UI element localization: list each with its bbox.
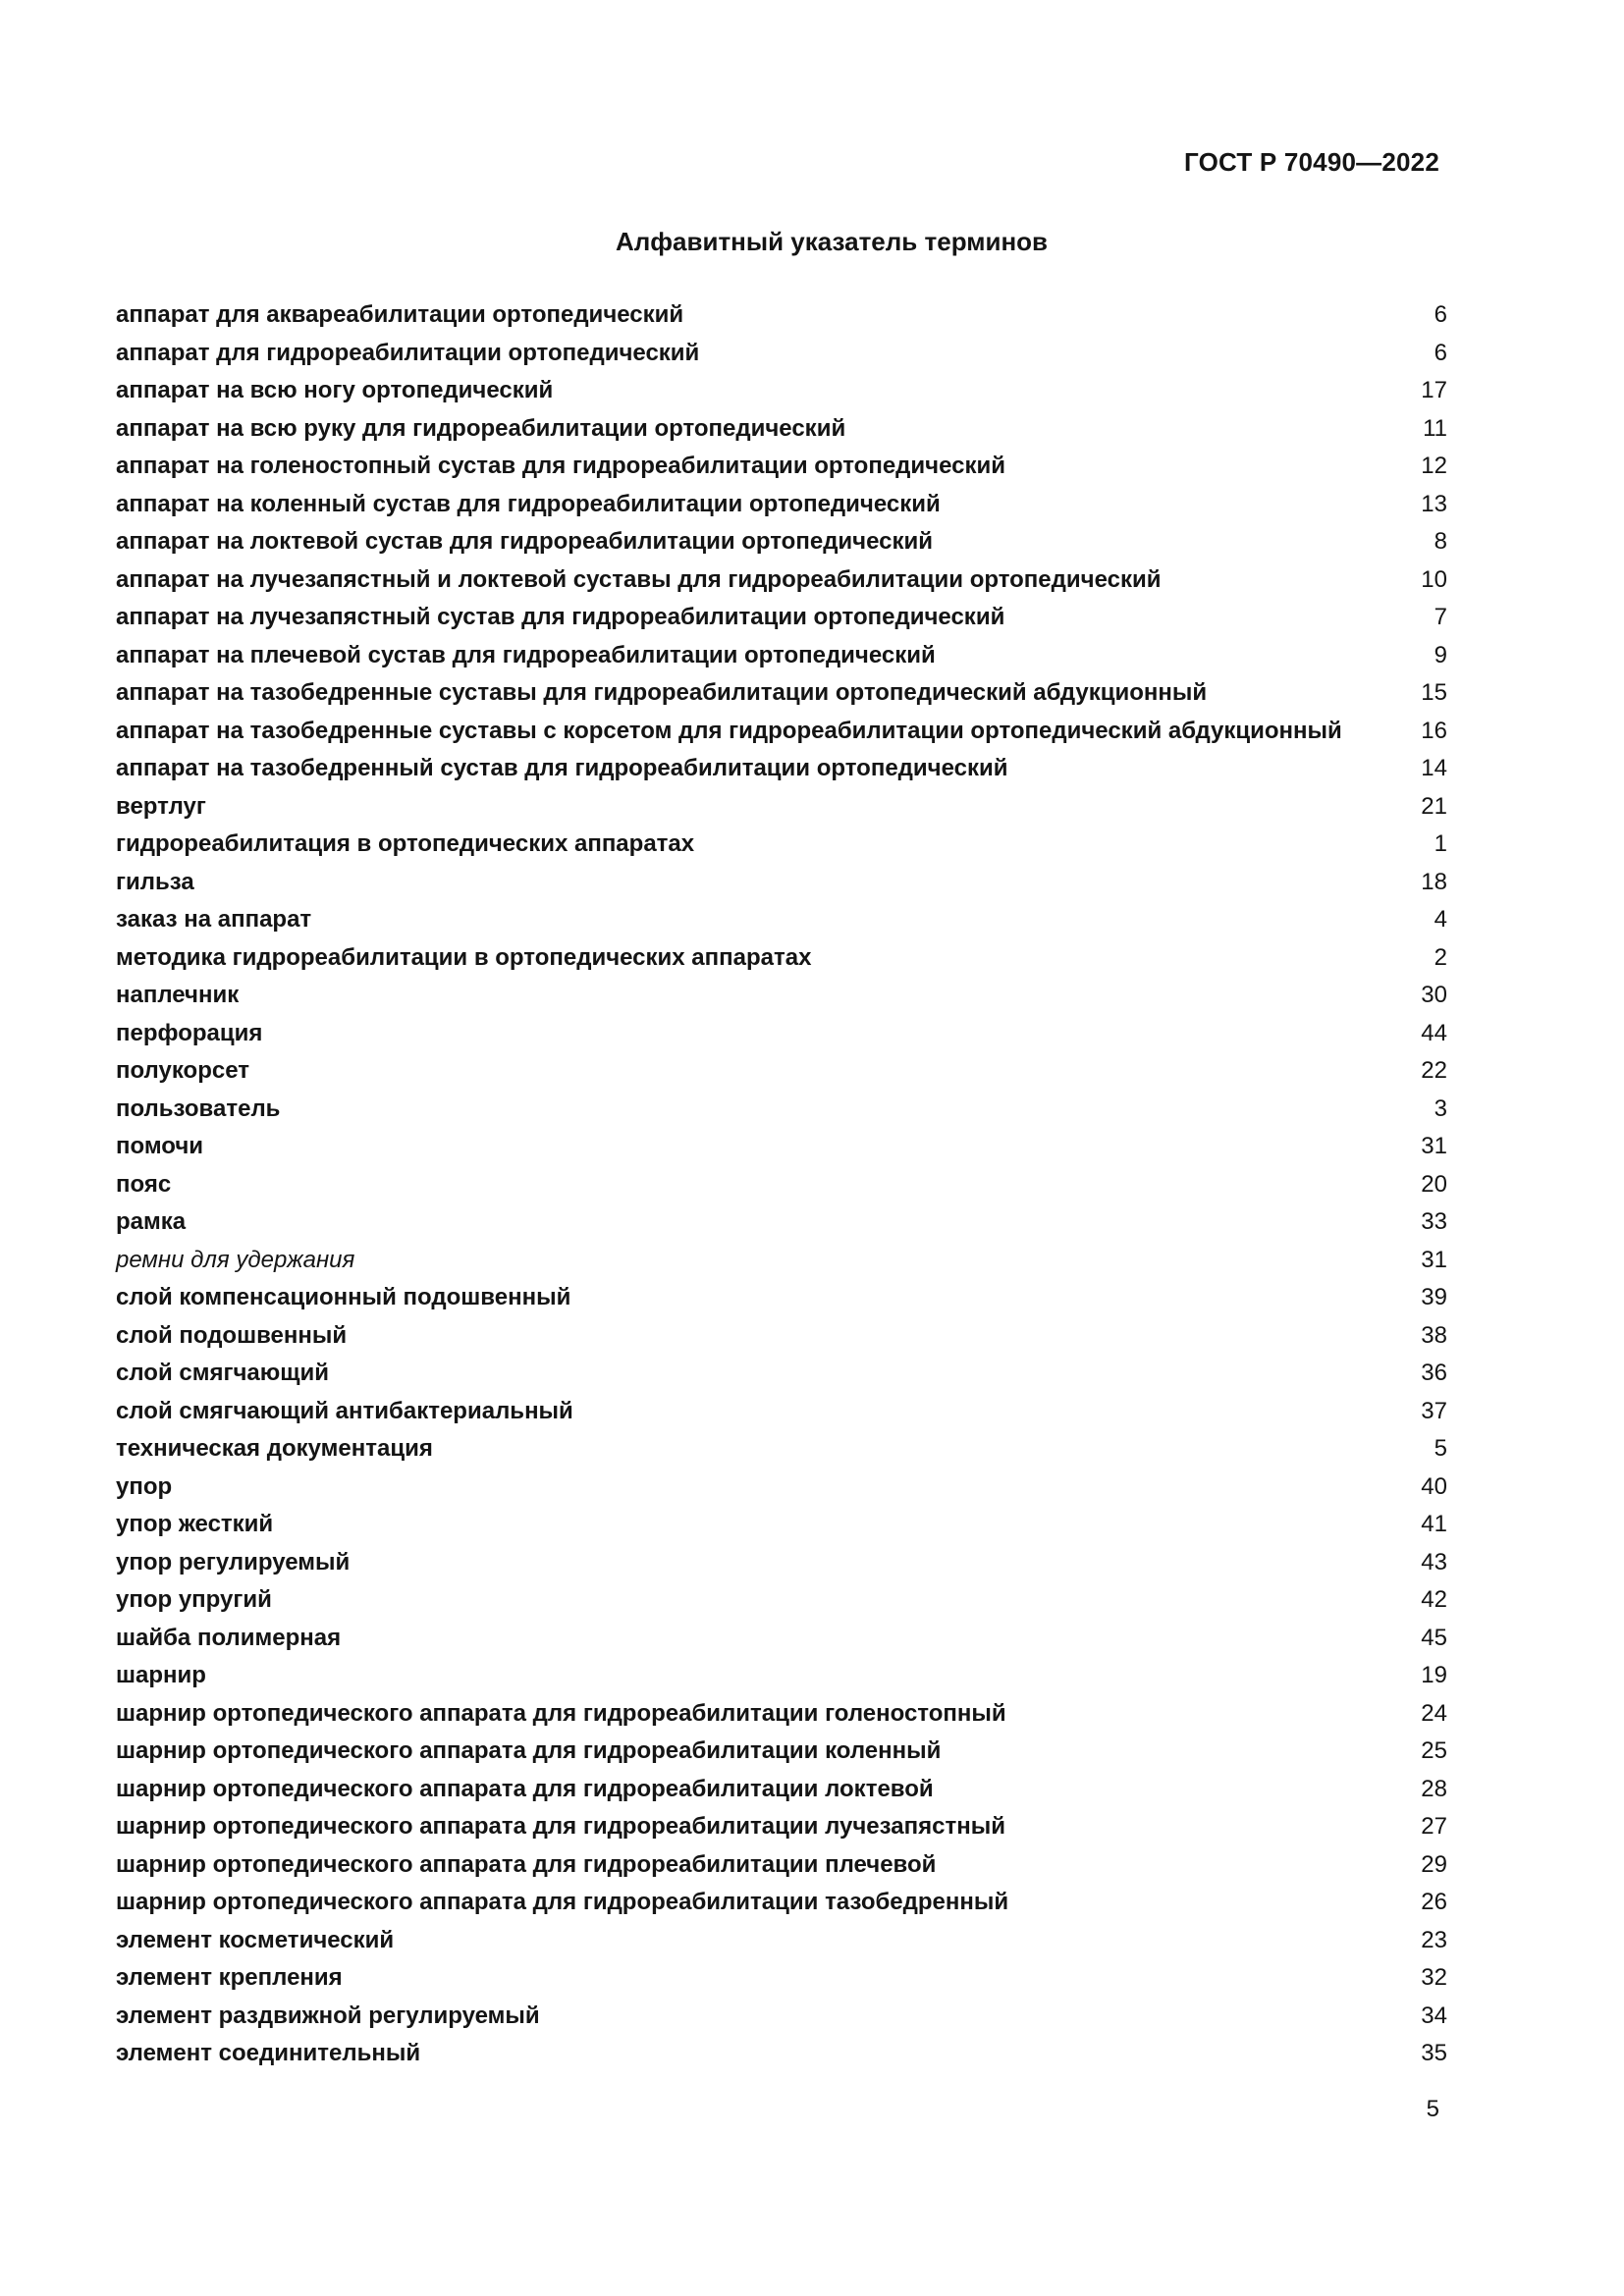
index-term: упор [116,1472,173,1500]
index-term: шарнир [116,1662,206,1689]
term-number: 14 [1421,755,1447,782]
index-term: шарнир ортопедического аппарата для гидрореабилитации коленный [116,1737,942,1765]
index-entry [116,1959,1447,1998]
term-number: 11 [1423,414,1447,442]
index-term: шарнир ортопедического аппарата для гидрореабилитации тазобедренный [116,1889,1009,1916]
index-entry [116,1922,1447,1960]
term-number: 10 [1421,565,1447,593]
term-number: 21 [1421,792,1447,820]
index-term: аппарат на тазобедренные суставы для гидрореабилитации ортопедический абдукционный [116,679,1208,707]
index-term: слой смягчающий [116,1360,329,1387]
term-number: 15 [1421,679,1447,707]
index-entry [116,1430,1447,1468]
term-number: 18 [1421,868,1447,895]
index-entry [116,1620,1447,1658]
term-number: 1 [1434,830,1447,858]
term-number: 36 [1421,1360,1447,1387]
term-number: 30 [1421,982,1447,1009]
index-term: элемент косметический [116,1926,395,1953]
index-term: элемент крепления [116,1964,343,1992]
term-number: 31 [1421,1133,1447,1160]
index-entry [116,1166,1447,1204]
index-entry [116,1052,1447,1091]
index-term: слой компенсационный подошвенный [116,1284,571,1311]
term-number: 37 [1421,1397,1447,1424]
term-number: 26 [1421,1889,1447,1916]
term-number: 43 [1421,1548,1447,1575]
index-entry [116,1279,1447,1317]
term-number: 23 [1421,1926,1447,1953]
term-number: 39 [1421,1284,1447,1311]
index-entry [116,826,1447,864]
term-number: 25 [1421,1737,1447,1765]
index-entry [116,637,1447,675]
index-term: аппарат для гидрореабилитации ортопедический [116,339,700,366]
index-entry [116,750,1447,788]
term-number: 6 [1434,301,1447,329]
term-number: 41 [1421,1511,1447,1538]
index-term: аппарат на всю руку для гидрореабилитации ортопедический [116,414,846,442]
term-number: 3 [1434,1095,1447,1122]
index-entry [116,410,1447,449]
term-number: 29 [1421,1850,1447,1878]
index-entry [116,296,1447,335]
term-number: 2 [1434,943,1447,971]
index-entry [116,1998,1447,2036]
index-term: аппарат на локтевой сустав для гидрореабилитации ортопедический [116,528,934,556]
index-term: аппарат на лучезапястный сустав для гидрореабилитации ортопедический [116,604,1005,631]
index-entry [116,486,1447,524]
index-term: шайба полимерная [116,1624,342,1651]
index-entry [116,1015,1447,1053]
term-number: 6 [1434,339,1447,366]
term-index-list [116,296,1447,2073]
term-number: 45 [1421,1624,1447,1651]
index-entry [116,1695,1447,1734]
index-entry [116,1355,1447,1393]
index-entry [116,1846,1447,1885]
term-number: 13 [1421,490,1447,517]
index-term: аппарат на всю ногу ортопедический [116,377,554,404]
index-term: аппарат на плечевой сустав для гидрореабилитации ортопедический [116,641,936,668]
term-number: 19 [1421,1662,1447,1689]
index-entry [116,1581,1447,1620]
term-number: 31 [1421,1246,1447,1273]
term-number: 17 [1421,377,1447,404]
index-entry [116,901,1447,939]
index-term: элемент соединительный [116,2040,421,2067]
term-number: 22 [1421,1057,1447,1085]
index-term: рамка [116,1208,187,1236]
index-term: шарнир ортопедического аппарата для гидрореабилитации плечевой [116,1850,937,1878]
index-entry [116,1733,1447,1771]
index-term: слой подошвенный [116,1321,348,1349]
index-entry [116,788,1447,827]
index-term: шарнир ортопедического аппарата для гидрореабилитации локтевой [116,1775,934,1802]
index-entry [116,1091,1447,1129]
page-number: 5 [1426,2096,1439,2122]
term-number: 7 [1434,604,1447,631]
index-term: ремни для удержания [116,1246,355,1273]
term-number: 42 [1421,1586,1447,1614]
term-number: 12 [1421,453,1447,480]
index-term: аппарат на голеностопный сустав для гидрореабилитации ортопедический [116,453,1005,480]
index-entry [116,713,1447,751]
index-entry [116,1808,1447,1846]
index-term: аппарат на тазобедренный сустав для гидрореабилитации ортопедический [116,755,1008,782]
index-entry [116,1771,1447,1809]
term-number: 38 [1421,1321,1447,1349]
document-code: ГОСТ Р 70490—2022 [1184,147,1439,177]
index-entry [116,599,1447,637]
index-entry [116,977,1447,1015]
index-term: шарнир ортопедического аппарата для гидрореабилитации лучезапястный [116,1813,1005,1841]
index-entry [116,335,1447,373]
index-entry [116,1884,1447,1922]
index-term: аппарат на тазобедренные суставы с корсетом для гидрореабилитации ортопедический абдукционный [116,717,1342,744]
index-term: методика гидрореабилитации в ортопедических аппаратах [116,943,812,971]
index-entry [116,674,1447,713]
index-entry [116,939,1447,978]
index-term: слой смягчающий антибактериальный [116,1397,573,1424]
term-number: 24 [1421,1699,1447,1727]
index-term: аппарат для аквареабилитации ортопедический [116,301,684,329]
index-term: техническая документация [116,1435,433,1463]
index-term: шарнир ортопедического аппарата для гидрореабилитации голеностопный [116,1699,1006,1727]
term-number: 20 [1421,1170,1447,1198]
index-entry [116,1128,1447,1166]
index-entry [116,448,1447,486]
index-title: Алфавитный указатель терминов [615,227,1049,256]
index-term: упор упругий [116,1586,272,1614]
index-entry [116,1506,1447,1544]
index-entry [116,1544,1447,1582]
index-term: аппарат на коленный сустав для гидрореабилитации ортопедический [116,490,941,517]
index-term: перфорация [116,1019,263,1046]
index-term: заказ на аппарат [116,906,312,934]
term-number: 5 [1434,1435,1447,1463]
index-term: гильза [116,868,194,895]
index-term: пояс [116,1170,172,1198]
term-number: 35 [1421,2040,1447,2067]
index-term: полукорсет [116,1057,249,1085]
index-entry [116,1393,1447,1431]
index-entry [116,372,1447,410]
term-number: 44 [1421,1019,1447,1046]
term-number: 16 [1421,717,1447,744]
index-term: элемент раздвижной регулируемый [116,2002,540,2029]
index-term: аппарат на лучезапястный и локтевой суставы для гидрореабилитации ортопедический [116,565,1162,593]
index-entry [116,523,1447,561]
index-term: гидрореабилитация в ортопедических аппаратах [116,830,695,858]
term-number: 32 [1421,1964,1447,1992]
index-term: вертлуг [116,792,206,820]
term-number: 9 [1434,641,1447,668]
index-term: упор регулируемый [116,1548,351,1575]
term-number: 34 [1421,2002,1447,2029]
index-term: пользователь [116,1095,281,1122]
index-entry [116,1657,1447,1695]
term-number: 40 [1421,1472,1447,1500]
index-term: помочи [116,1133,204,1160]
index-entry [116,1242,1447,1280]
index-term: упор жесткий [116,1511,274,1538]
term-number: 28 [1421,1775,1447,1802]
index-term: наплечник [116,982,240,1009]
index-entry [116,1203,1447,1242]
term-number: 27 [1421,1813,1447,1841]
index-entry [116,864,1447,902]
index-entry [116,561,1447,600]
term-number: 4 [1434,906,1447,934]
index-entry [116,1317,1447,1356]
index-entry [116,1468,1447,1507]
index-entry [116,2035,1447,2073]
term-number: 8 [1434,528,1447,556]
term-number: 33 [1421,1208,1447,1236]
